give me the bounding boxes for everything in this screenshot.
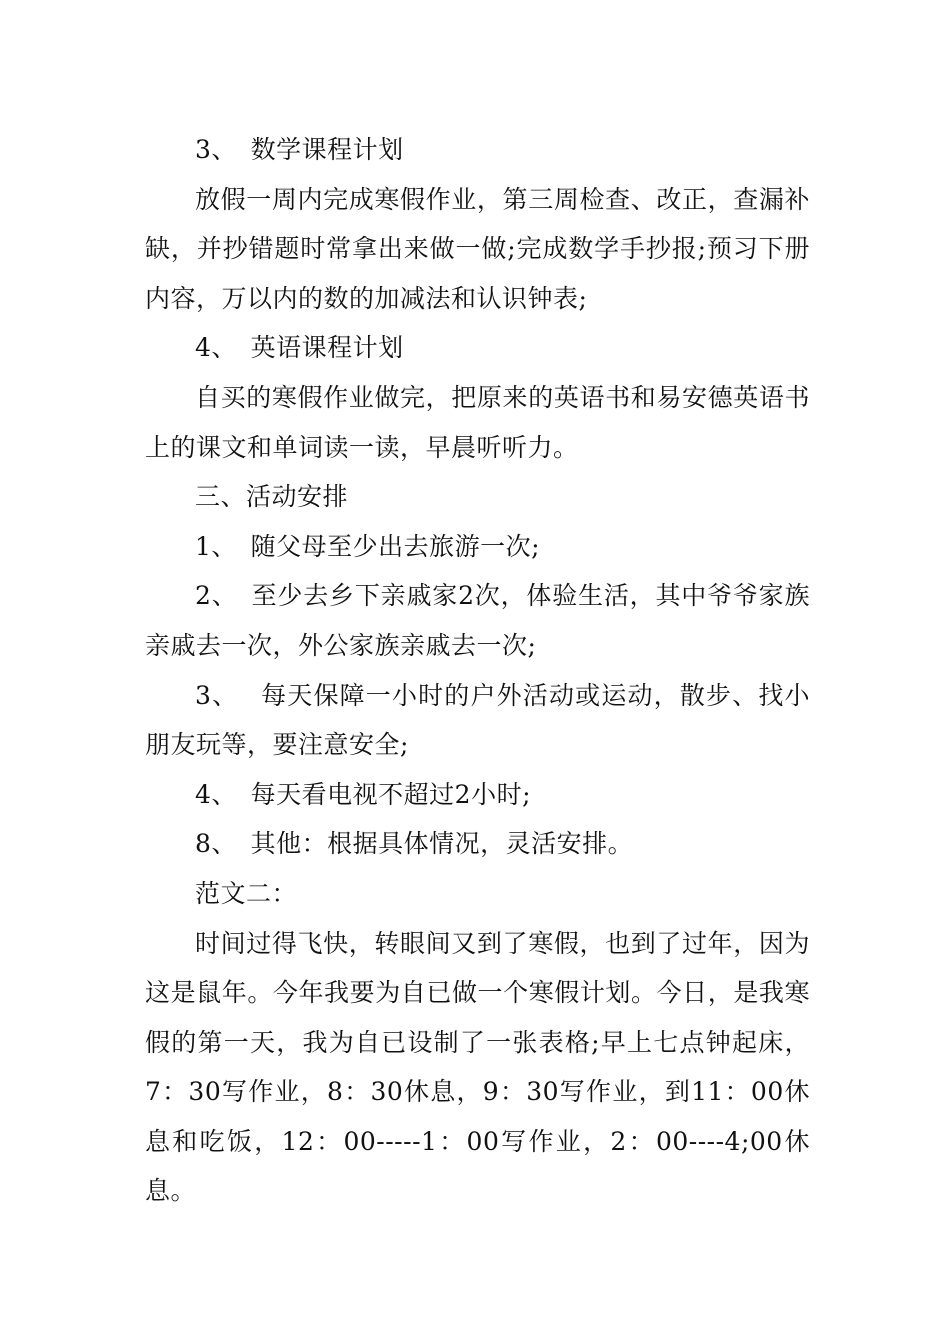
list-item-outdoor	[145, 671, 810, 770]
list-marker: 2、	[195, 581, 238, 611]
heading-math-plan	[145, 125, 810, 175]
paragraph-text: 至少去乡下亲戚家2次，体验生活，其中爷爷家族亲戚去一次，外公家族亲戚去一次;	[145, 581, 810, 660]
document-body	[145, 125, 810, 1216]
list-marker: 4、	[195, 333, 237, 363]
heading-activities	[145, 472, 810, 522]
paragraph-text: 随父母至少出去旅游一次;	[250, 531, 541, 561]
list-item-other	[145, 819, 810, 869]
paragraph-text: 时间过得飞快，转眼间又到了寒假，也到了过年，因为这是鼠年。今年我要为自已做一个寒假计划。今日，是我寒假的第一天，我为自已设制了一张表格;早上七点钟起床，7：30写作业，8：30休息，9：30写作业，到11：00休息和吃饭，12：00-----1：00写作业，2：00----4;00休息。	[145, 928, 810, 1206]
list-item-travel	[145, 522, 810, 572]
list-item-tv	[145, 770, 810, 820]
list-marker: 8、	[195, 829, 237, 859]
paragraph-math-details	[145, 175, 810, 324]
list-marker: 3、	[195, 680, 239, 710]
list-marker: 1、	[195, 531, 237, 561]
paragraph-text: 自买的寒假作业做完，把原来的英语书和易安德英语书上的课文和单词读一读，早晨听听力。	[145, 382, 810, 462]
paragraph-text: 数学课程计划	[250, 135, 404, 164]
heading-english-plan	[145, 323, 810, 373]
paragraph-text: 其他：根据具体情况，灵活安排。	[250, 829, 634, 859]
paragraph-text: 范文二：	[195, 878, 298, 908]
paragraph-text: 放假一周内完成寒假作业，第三周检查、改正，查漏补缺，并抄错题时常拿出来做一做;完成数学手抄报;预习下册内容，万以内的数的加减法和认识钟表;	[145, 184, 810, 313]
list-marker: 3、	[195, 135, 237, 164]
list-marker: 4、	[195, 779, 237, 809]
paragraph-text: 三、活动安排	[195, 482, 349, 512]
heading-sample-two	[145, 869, 810, 919]
paragraph-sample-two	[145, 919, 810, 1217]
paragraph-english-details	[145, 373, 810, 472]
paragraph-text: 每天保障一小时的户外活动或运动，散步、找小朋友玩等，要注意安全;	[145, 680, 811, 760]
list-item-relatives	[145, 571, 810, 670]
paragraph-text: 英语课程计划	[250, 333, 404, 363]
paragraph-text: 每天看电视不超过2小时;	[250, 779, 531, 809]
